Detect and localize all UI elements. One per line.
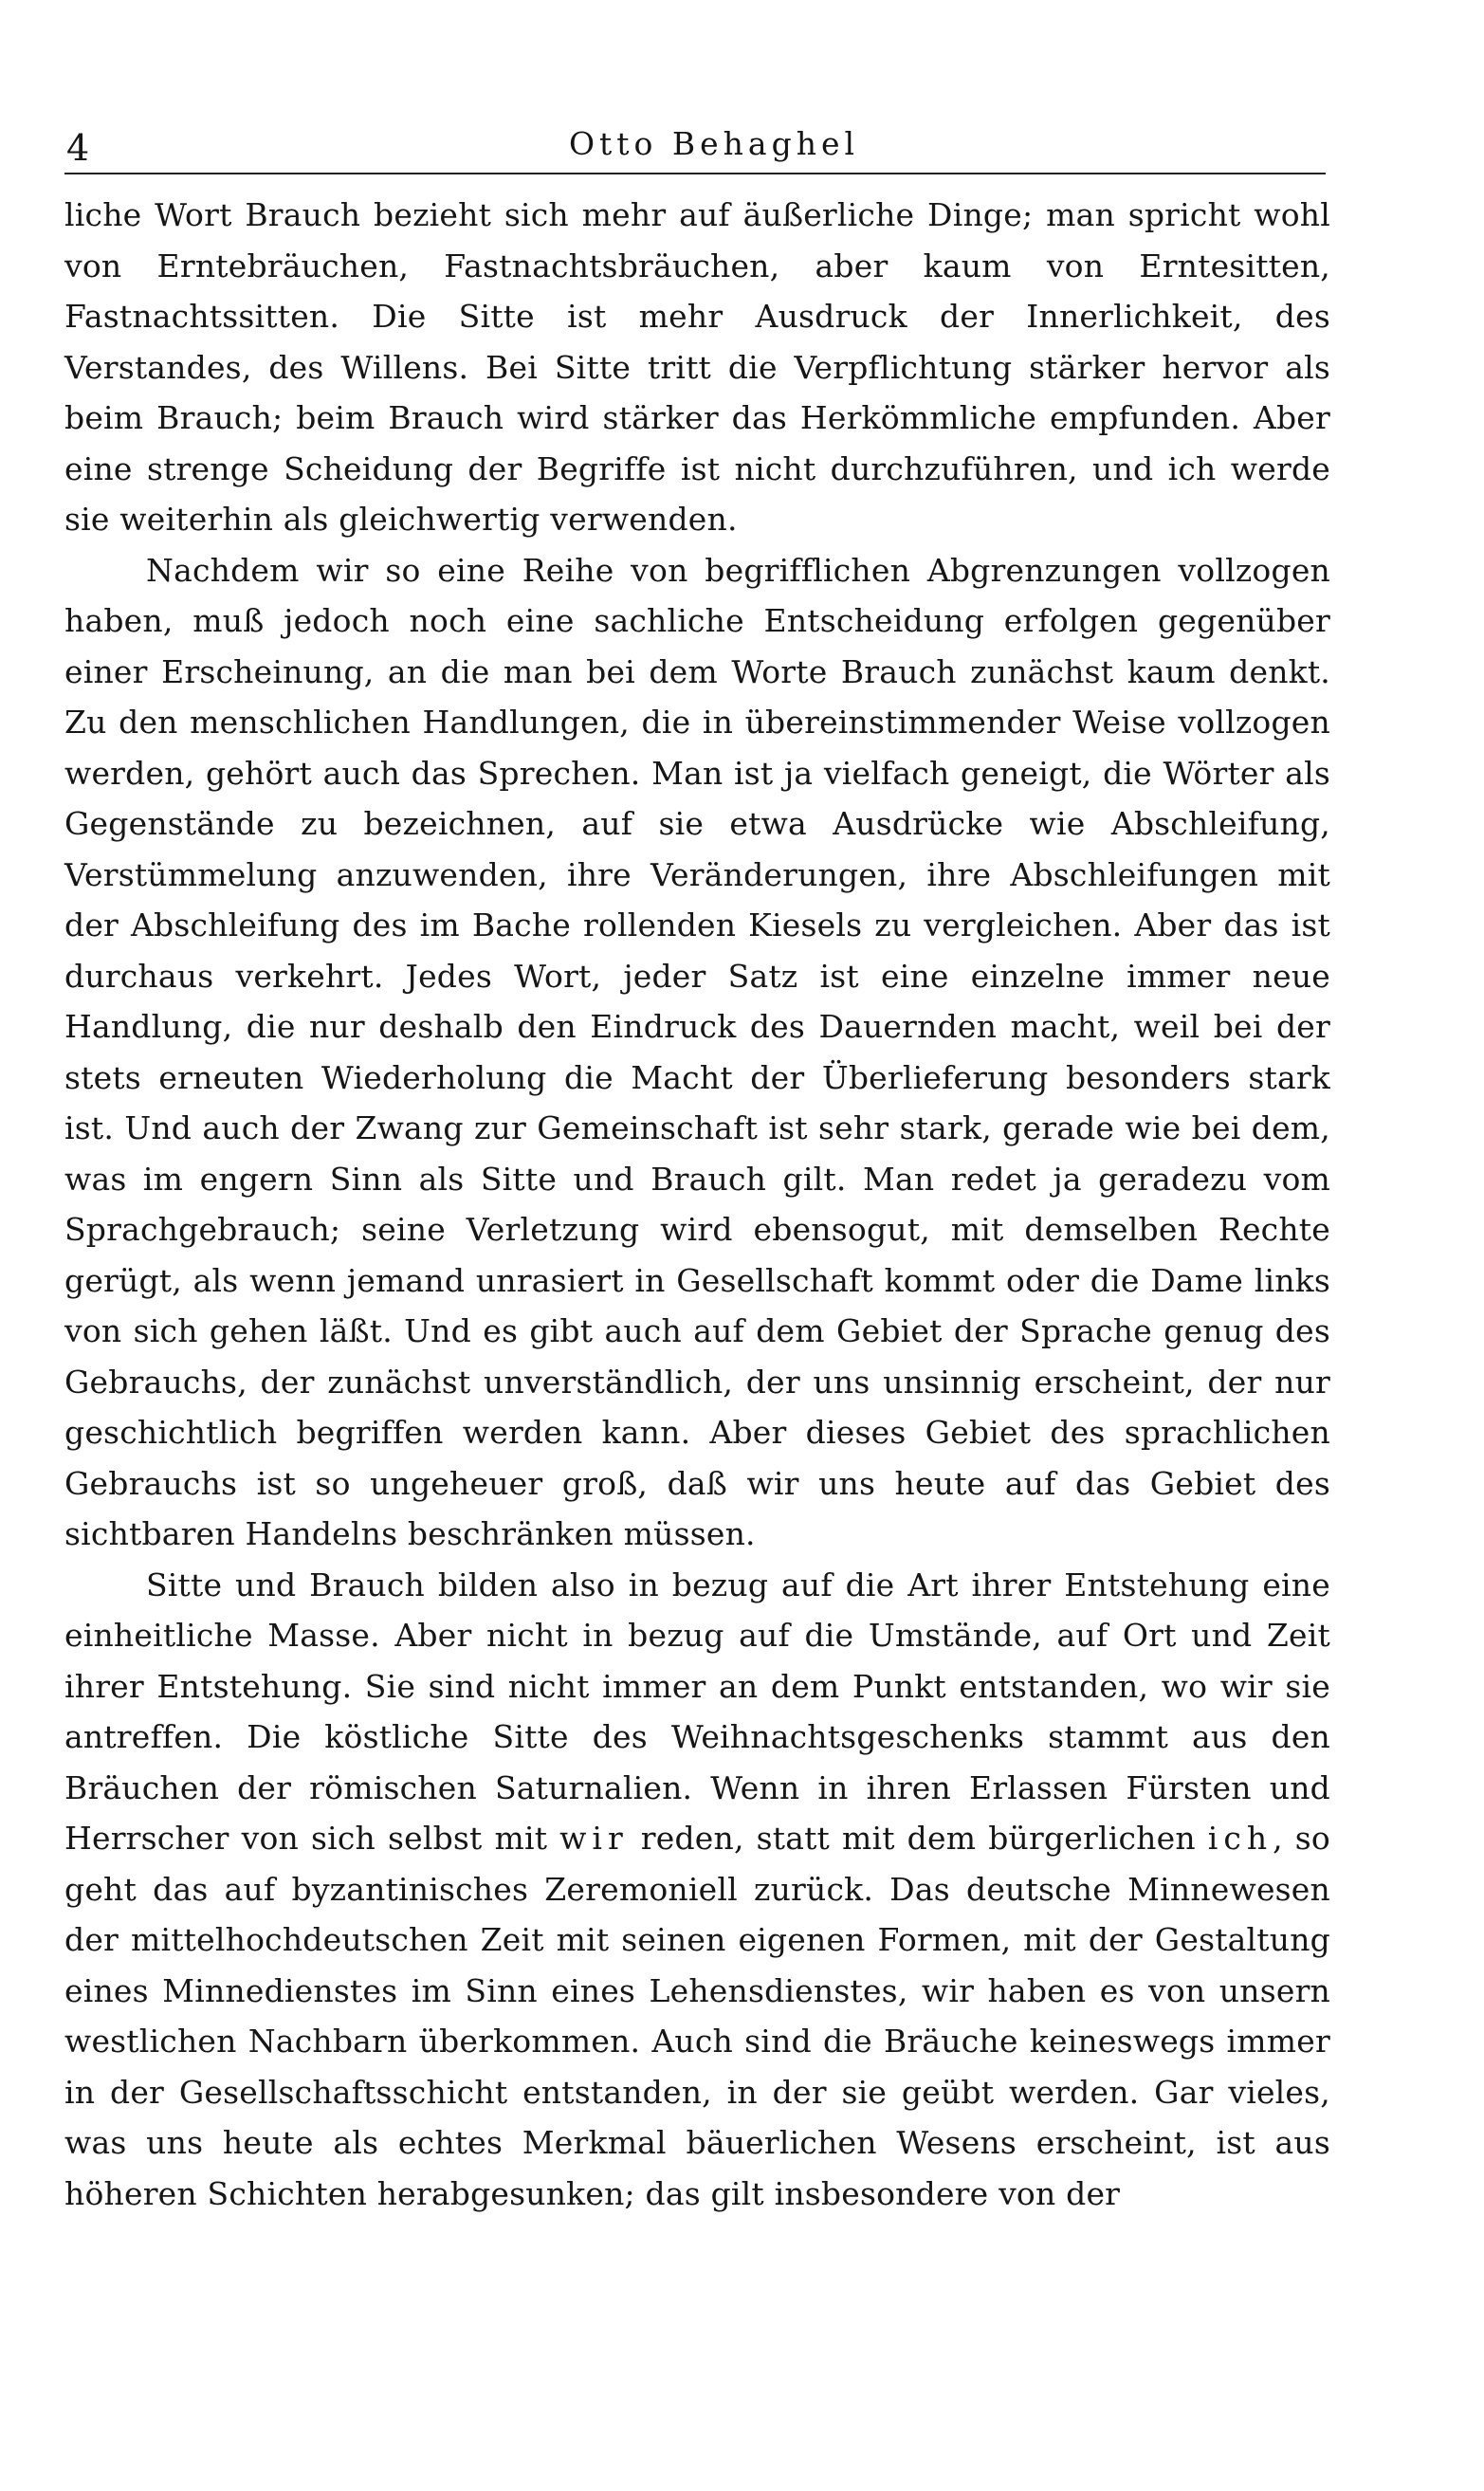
page-number: 4 <box>66 127 90 169</box>
paragraph-3 <box>64 1560 1330 2220</box>
body-text <box>64 190 1330 2219</box>
paragraph-3-part-1: Sitte und Brauch bilden also in bezug auf die Art ihrer Entstehung eine einheitliche Masse. Aber nicht in bezug auf die Umstände, auf Ort und Zeit ihrer Entstehung. Sie sind nicht immer an dem Punkt entstanden, wo wir sie antreffen. Die köstliche Sitte des Weihnachtsgeschenks stammt aus den Bräuchen der römischen Saturnalien. Wenn in ihren Erlassen Fürsten und Herrscher von sich selbst mit <box>64 1566 1330 1857</box>
paragraph-3-part-3: , so geht das auf byzantinisches Zeremoniell zurück. Das deutsche Minnewesen der mittelhochdeutschen Zeit mit seinen eigenen Formen, mit der Gestaltung eines Minnedienstes im Sinn eines Lehensdienstes, wir haben es von unsern westlichen Nachbarn überkommen. Auch sind die Bräuche keineswegs immer in der Gesellschaftsschicht entstanden, in der sie geübt werden. Gar vieles, was uns heute als echtes Merkmal bäuerlichen Wesens erscheint, ist aus höheren Schichten herabgesunken; das gilt insbesondere von der <box>64 1820 1330 2212</box>
emphasized-ich: ich <box>1207 1820 1273 1857</box>
emphasized-wir: wir <box>559 1820 629 1857</box>
running-head: Otto Behaghel <box>568 125 860 162</box>
paragraph-1: liche Wort Brauch bezieht sich mehr auf äußerliche Dinge; man spricht wohl von Erntebräuchen, Fastnachtsbräuchen, aber kaum von Erntesitten, Fastnachtssitten. Die Sitte ist mehr Ausdruck der Innerlichkeit, des Verstandes, des Willens. Bei Sitte tritt die Verpflichtung stärker hervor als beim Brauch; beim Brauch wird stärker das Herkömmliche empfunden. Aber eine strenge Scheidung der Begriffe ist nicht durchzuführen, und ich werde sie weiterhin als gleichwertig verwenden. <box>64 196 1330 538</box>
paragraph-2: Nachdem wir so eine Reihe von begrifflichen Abgrenzungen vollzogen haben, muß jedoch noch eine sachliche Entscheidung erfolgen gegenüber einer Erscheinung, an die man bei dem Worte Brauch zunächst kaum denkt. Zu den menschlichen Handlungen, die in übereinstimmender Weise vollzogen werden, gehört auch das Sprechen. Man ist ja vielfach geneigt, die Wörter als Gegenstände zu bezeichnen, auf sie etwa Ausdrücke wie Abschleifung, Verstümmelung anzuwenden, ihre Veränderungen, ihre Abschleifungen mit der Abschleifung des im Bache rollenden Kiesels zu vergleichen. Aber das ist durchaus verkehrt. Jedes Wort, jeder Satz ist eine einzelne immer neue Handlung, die nur deshalb den Eindruck des Dauernden macht, weil bei der stets erneuten Wiederholung die Macht der Überlieferung besonders stark ist. Und auch der Zwang zur Gemeinschaft ist sehr stark, gerade wie bei dem, was im engern Sinn als Sitte und Brauch gilt. Man redet ja geradezu vom Sprachgebrauch; seine Verletzung wird ebensogut, mit demselben Rechte gerügt, als wenn jemand unrasiert in Gesellschaft kommt oder die Dame links von sich gehen läßt. Und es gibt auch auf dem Gebiet der Sprache genug des Gebrauchs, der zunächst unverständlich, der uns unsinnig erscheint, der nur geschichtlich begriffen werden kann. Aber dieses Gebiet des sprachlichen Gebrauchs ist so ungeheuer groß, daß wir uns heute auf das Gebiet des sichtbaren Handelns beschränken müssen. <box>64 551 1330 1552</box>
paragraph-3-part-2: reden, statt mit dem bürgerlichen <box>640 1820 1196 1857</box>
header-rule <box>64 173 1326 174</box>
page-header <box>64 121 1326 171</box>
